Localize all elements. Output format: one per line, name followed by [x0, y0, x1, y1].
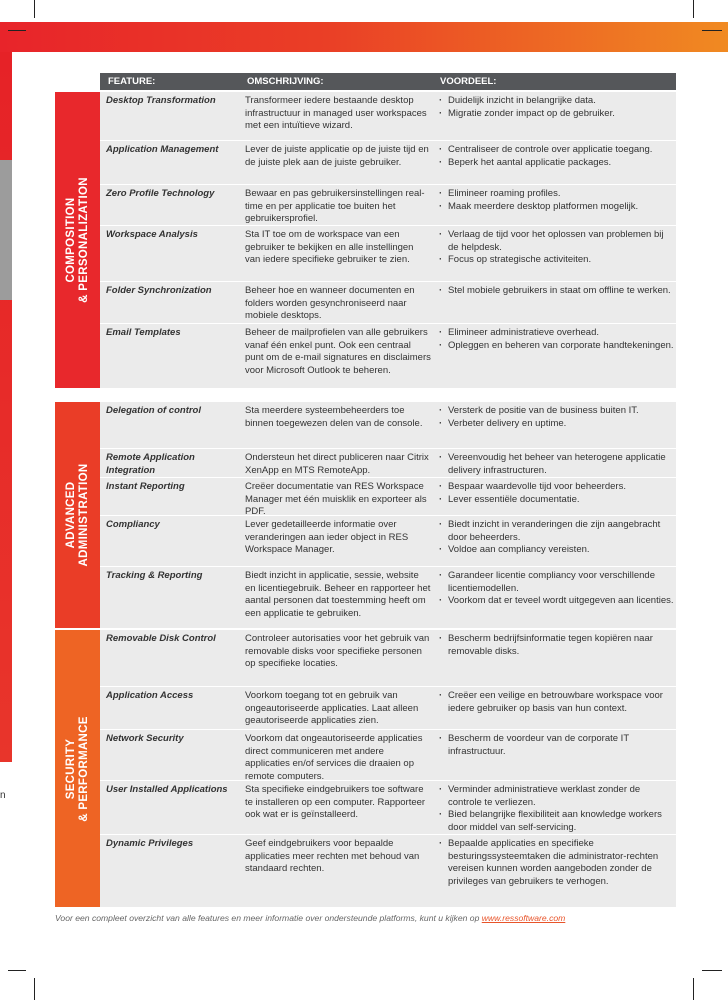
- feature-description: Lever de juiste applicatie op de juiste tijd en de juiste plek aan de juiste gebruiker.: [245, 144, 429, 168]
- table-row: [100, 566, 676, 629]
- table-row: [100, 729, 676, 781]
- advantage-item: · Vereenvoudig het beheer van heterogene applicatie delivery infrastructuren.: [438, 452, 674, 477]
- header-description: OMSCHRIJVING:: [247, 76, 324, 87]
- table-row: [100, 630, 676, 686]
- margin-note: n: [0, 790, 6, 801]
- feature-description: Geef eindgebruikers voor bepaalde applicaties meer rechten met behoud van standaard rechten.: [245, 838, 420, 874]
- advantage-list: [438, 452, 674, 477]
- feature-description: Sta meerdere systeembeheerders toe binnen toegewezen delen van de console.: [245, 405, 423, 429]
- feature-description: Controleer autorisaties voor het gebruik van removable disks voor specifieke personen op specifieke locaties.: [245, 633, 430, 669]
- feature-description: Beheer de mailprofielen van alle gebruikers vanaf één enkel punt. Ook een centraal punt om de e-mail signatures en disclaimers voor Microsoft Outlook te beheren.: [245, 327, 431, 376]
- advantage-item: · Voldoe aan compliancy vereisten.: [438, 544, 674, 557]
- feature-description: Ondersteun het direct publiceren naar Citrix XenApp en MTS RemoteApp.: [245, 452, 429, 476]
- crop-mark: [693, 0, 694, 18]
- crop-mark: [8, 970, 26, 971]
- advantage-list: [438, 481, 674, 506]
- feature-description: Sta IT toe om de workspace van een gebruiker te bekijken en alle instellingen van iedere specifieke gebruiker te zien.: [245, 229, 414, 265]
- table-row: [100, 448, 676, 478]
- advantage-item: · Creëer een veilige en betrouwbare workspace voor iedere gebruiker op basis van hun context.: [438, 690, 674, 715]
- advantage-list: [438, 733, 674, 758]
- table-row: [100, 834, 676, 906]
- footer-link[interactable]: www.ressoftware.com: [481, 913, 566, 923]
- advantage-list: [438, 229, 674, 267]
- feature-description: Transformeer iedere bestaande desktop infrastructuur in managed user workspaces met een intuïtieve wizard.: [245, 95, 427, 131]
- header-advantage: VOORDEEL:: [440, 76, 497, 87]
- advantage-item: · Verlaag de tijd voor het oplossen van problemen bij de helpdesk.: [438, 229, 674, 254]
- table-row: [100, 184, 676, 226]
- feature-name: Zero Profile Technology: [106, 188, 215, 199]
- section-title-line2: & PERFORMANCE: [77, 715, 90, 822]
- feature-description: Sta specifieke eindgebruikers toe software te installeren op een computer. Rapporteer ook wat er is geïnstalleerd.: [245, 784, 426, 820]
- advantage-item: · Garandeer licentie compliancy voor verschillende licentiemodellen.: [438, 570, 674, 595]
- feature-name: Remote Application Integration: [106, 452, 195, 476]
- feature-description: Lever gedetailleerde informatie over veranderingen aan ieder object in RES Workspace Manager.: [245, 519, 409, 555]
- advantage-item: · Centraliseer de controle over applicatie toegang.: [438, 144, 674, 157]
- advantage-item: · Verbeter delivery en uptime.: [438, 418, 674, 431]
- advantage-item: · Bescherm de voordeur van de corporate IT infrastructuur.: [438, 733, 674, 758]
- section-title-line1: COMPOSITION: [64, 197, 77, 283]
- advantage-list: [438, 570, 674, 608]
- feature-description: Biedt inzicht in applicatie, sessie, website en licentiegebruik. Beheer en rapporteer het aantal personen dat toestemming heeft om een applicatie te gebruiken.: [245, 570, 431, 619]
- advantage-list: [438, 327, 674, 352]
- section-side-label: [55, 92, 100, 388]
- table-row: [100, 92, 676, 140]
- feature-name: Removable Disk Control: [106, 633, 216, 644]
- section-side-label: [55, 630, 100, 907]
- advantage-item: · Biedt inzicht in veranderingen die zijn aangebracht door beheerders.: [438, 519, 674, 544]
- table-row: [100, 477, 676, 516]
- feature-name: Workspace Analysis: [106, 229, 198, 240]
- header-feature: FEATURE:: [108, 76, 156, 87]
- table-header: [100, 73, 676, 90]
- advantage-item: · Elimineer roaming profiles.: [438, 188, 674, 201]
- advantage-list: [438, 519, 674, 557]
- section-title-line1: ADVANCED: [64, 481, 77, 549]
- feature-name: Desktop Transformation: [106, 95, 216, 106]
- advantage-item: · Focus op strategische activiteiten.: [438, 254, 674, 267]
- advantage-item: · Bepaalde applicaties en specifieke besturingssysteemtaken die administrator-rechten vereisen kunnen worden aangeboden zonder de privileges van gebruikers te verhogen.: [438, 838, 674, 888]
- table-row: [100, 140, 676, 185]
- advantage-list: [438, 188, 674, 213]
- section-1: [55, 92, 676, 388]
- feature-name: Network Security: [106, 733, 184, 744]
- feature-name: Instant Reporting: [106, 481, 185, 492]
- section-body: [100, 402, 676, 628]
- feature-description: Voorkom toegang tot en gebruik van ongeautoriseerde applicaties. Laat alleen geautoriseerde applicaties zien.: [245, 690, 419, 726]
- advantage-item: · Opleggen en beheren van corporate handtekeningen.: [438, 340, 674, 353]
- feature-description: Beheer hoe en wanneer documenten en folders worden gesynchroniseerd naar mobiele desktops.: [245, 285, 415, 321]
- feature-name: Tracking & Reporting: [106, 570, 203, 581]
- crop-mark: [8, 30, 26, 31]
- advantage-list: [438, 405, 674, 430]
- table-row: [100, 686, 676, 730]
- table-row: [100, 225, 676, 282]
- top-color-band: [0, 22, 728, 52]
- table-row: [100, 780, 676, 835]
- table-row: [100, 515, 676, 567]
- left-red-strip: [0, 52, 12, 762]
- feature-description: Voorkom dat ongeautoriseerde applicaties direct communiceren met andere applicaties en/of services die draaien op remote computers.: [245, 733, 423, 782]
- advantage-item: · Bied belangrijke flexibiliteit aan knowledge workers door middel van self-servicing.: [438, 809, 674, 834]
- section-title: [65, 463, 91, 566]
- advantage-item: · Maak meerdere desktop platformen mogelijk.: [438, 201, 674, 214]
- section-side-label: [55, 402, 100, 628]
- feature-name: Application Management: [106, 144, 219, 155]
- feature-name: Compliancy: [106, 519, 160, 530]
- advantage-item: · Lever essentiële documentatie.: [438, 494, 674, 507]
- advantage-item: · Bespaar waardevolle tijd voor beheerders.: [438, 481, 674, 494]
- advantage-list: [438, 690, 674, 715]
- advantage-list: [438, 285, 674, 298]
- section-title: [65, 177, 91, 303]
- feature-description: Bewaar en pas gebruikersinstellingen real-time en per applicatie toe buiten het gebruikersprofiel.: [245, 188, 425, 224]
- advantage-list: [438, 633, 674, 658]
- advantage-item: · Verminder administratieve werklast zonder de controle te verliezen.: [438, 784, 674, 809]
- advantage-item: · Bescherm bedrijfsinformatie tegen kopiëren naar removable disks.: [438, 633, 674, 658]
- section-2: [55, 402, 676, 628]
- feature-name: Delegation of control: [106, 405, 201, 416]
- footer-note: [55, 913, 695, 923]
- crop-mark: [34, 978, 35, 1000]
- feature-name: Email Templates: [106, 327, 181, 338]
- table-row: [100, 402, 676, 448]
- section-title: [65, 716, 91, 822]
- advantage-item: · Voorkom dat er teveel wordt uitgegeven aan licenties.: [438, 595, 674, 608]
- advantage-list: [438, 838, 674, 888]
- advantage-item: · Duidelijk inzicht in belangrijke data.: [438, 95, 674, 108]
- advantage-item: · Versterk de positie van de business buiten IT.: [438, 405, 674, 418]
- advantage-item: · Beperk het aantal applicatie packages.: [438, 157, 674, 170]
- table-row: [100, 323, 676, 389]
- section-3: [55, 630, 676, 907]
- advantage-list: [438, 95, 674, 120]
- advantage-list: [438, 144, 674, 169]
- section-title-line2: & PERSONALIZATION: [77, 177, 90, 303]
- feature-name: User Installed Applications: [106, 784, 228, 795]
- advantage-item: · Elimineer administratieve overhead.: [438, 327, 674, 340]
- crop-mark: [702, 970, 722, 971]
- feature-name: Folder Synchronization: [106, 285, 212, 296]
- table-row: [100, 281, 676, 324]
- feature-name: Application Access: [106, 690, 194, 701]
- crop-mark: [702, 30, 722, 31]
- section-title-line2: ADMINISTRATION: [77, 463, 90, 567]
- section-body: [100, 92, 676, 388]
- crop-mark: [693, 978, 694, 1000]
- left-grey-tab: [0, 160, 12, 300]
- advantage-list: [438, 784, 674, 834]
- feature-description: Creëer documentatie van RES Workspace Manager met één muisklik en exporteer als PDF.: [245, 481, 427, 517]
- section-body: [100, 630, 676, 907]
- section-title-line1: SECURITY: [64, 738, 77, 799]
- crop-mark: [34, 0, 35, 18]
- advantage-item: · Stel mobiele gebruikers in staat om offline te werken.: [438, 285, 674, 298]
- feature-name: Dynamic Privileges: [106, 838, 194, 849]
- footer-text: Voor een compleet overzicht van alle features en meer informatie over ondersteunde platforms, kunt u kijken op: [55, 913, 482, 923]
- advantage-item: · Migratie zonder impact op de gebruiker.: [438, 108, 674, 121]
